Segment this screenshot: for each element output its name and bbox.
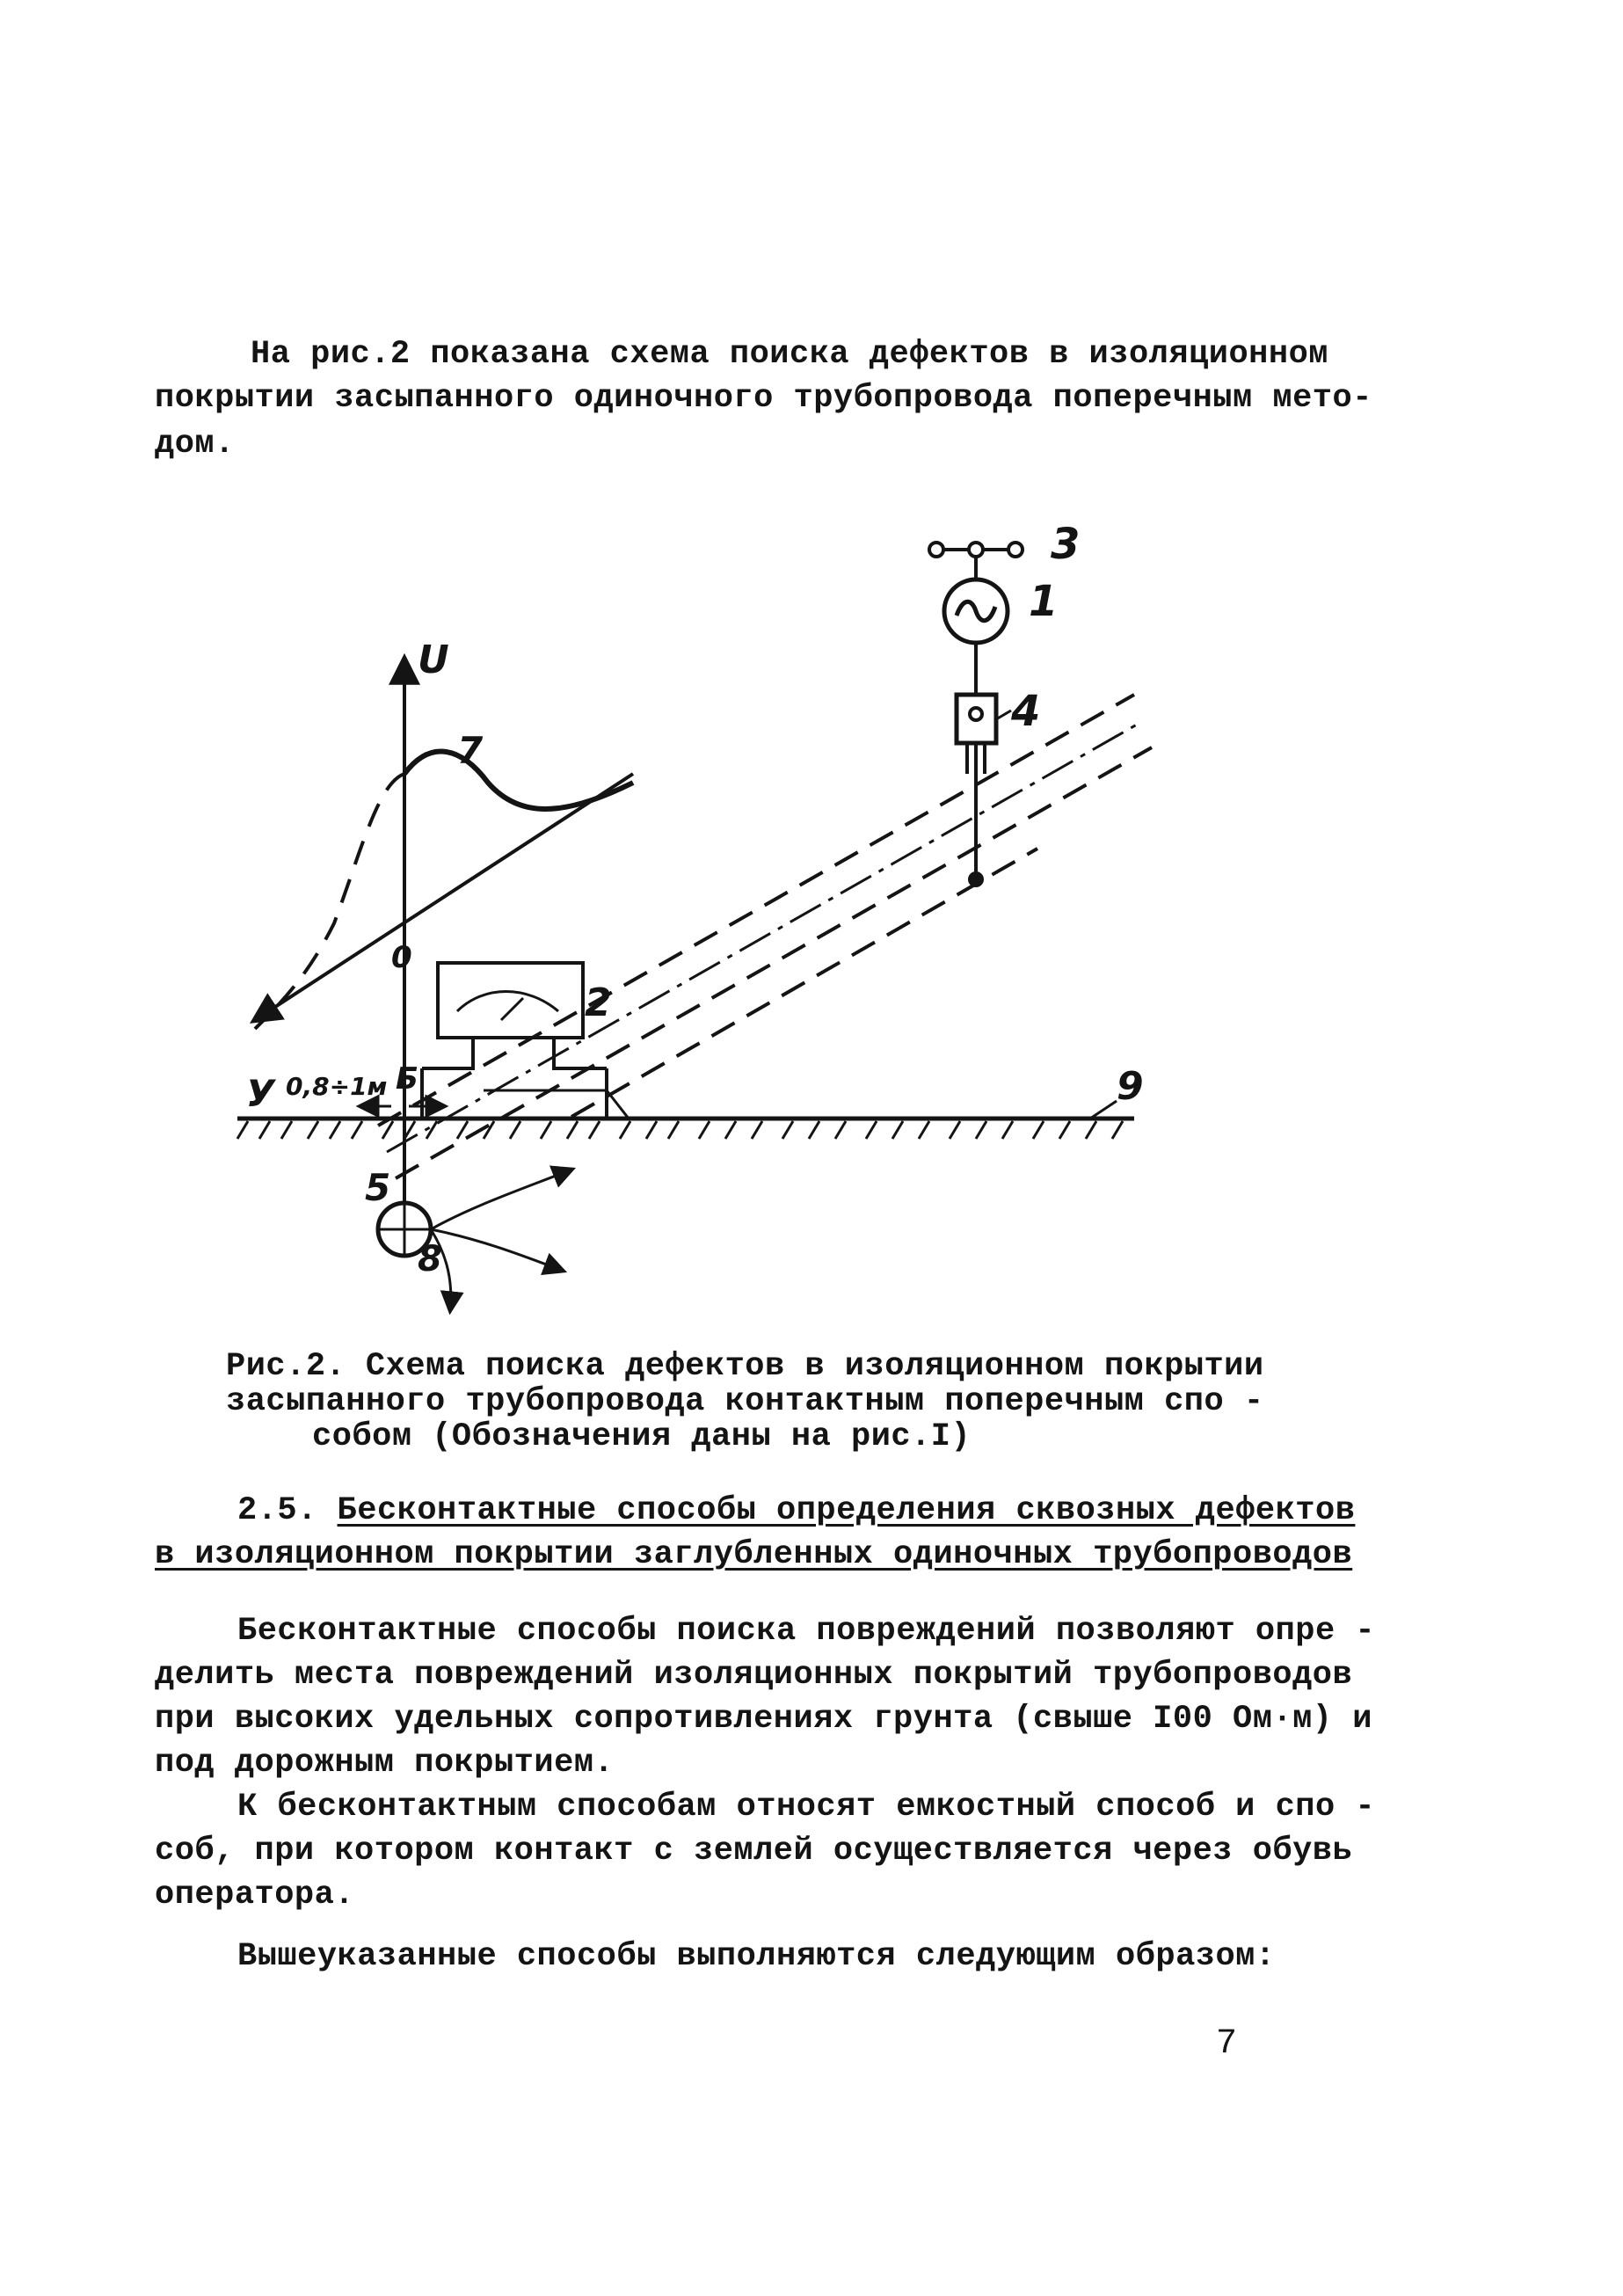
label-7: 7 [457,729,484,772]
intro-line-3: дом. [155,426,235,463]
intro-line-1: На рис.2 показана схема поиска дефектов в изоляционном [251,336,1328,373]
para1-line-1: Бесконтактные способы поиска повреждений позволяют опре - [237,1613,1376,1650]
section-number: 2.5. [237,1492,338,1529]
pipeline-axis [387,721,1143,1152]
caption-line-3: собом (Обозначения даны на рис.I) [312,1418,972,1455]
page-number: 7 [1216,2024,1238,2064]
zero-label: 0 [391,940,412,975]
section-heading-line-2: в изоляционном покрытии заглубленных одиночных трубопроводов [155,1536,1353,1573]
label-5: 5 [365,1166,391,1209]
label-1: 1 [1029,577,1059,626]
para1-line-2: делить места повреждений изоляционных покрытий трубопроводов [155,1657,1353,1694]
label-8: 8 [418,1239,442,1279]
label-9: 9 [1117,1064,1144,1109]
intro-line-2: покрытии засыпанного одиночного трубопровода поперечным мето- [155,380,1372,417]
label-2: 2 [585,980,612,1025]
potential-curve-dashed [255,774,404,1029]
section-heading-line-1 [237,1489,1355,1533]
label-b: Б [396,1061,418,1097]
label-3: 3 [1051,520,1081,569]
caption-line-2: засыпанного трубопровода контактным поперечным спо - [226,1383,1264,1420]
ground-hatching [237,1121,1123,1139]
para1-line-3: при высоких удельных сопротивлениях грунта (свыше I00 Ом·м) и [155,1701,1372,1738]
caption-line-1: Рис.2. Схема поиска дефектов в изоляционном покрытии [226,1348,1264,1385]
axis-y-label: У [246,1072,275,1115]
para2-line-1: К бесконтактным способам относят емкостный способ и спо - [237,1789,1376,1826]
y-axis [255,774,633,1020]
figure-2-diagram [220,484,1231,1328]
section-heading-text-1: Бесконтактные способы определения сквозных дефектов [337,1492,1356,1529]
axis-u-label: U [418,638,449,682]
pipe-cross-section [378,1119,571,1310]
potential-curve [404,752,633,809]
para1-line-4: под дорожным покрытием. [155,1745,615,1782]
distance-label: 0,8÷1м [286,1072,388,1101]
para2-line-2: соб, при котором контакт с землей осуществляется через обувь [155,1833,1353,1870]
label-4: 4 [1011,687,1041,736]
para2-line-3: оператора. [155,1877,355,1913]
para3-line-1: Вышеуказанные способы выполняются следующим образом: [237,1938,1276,1975]
